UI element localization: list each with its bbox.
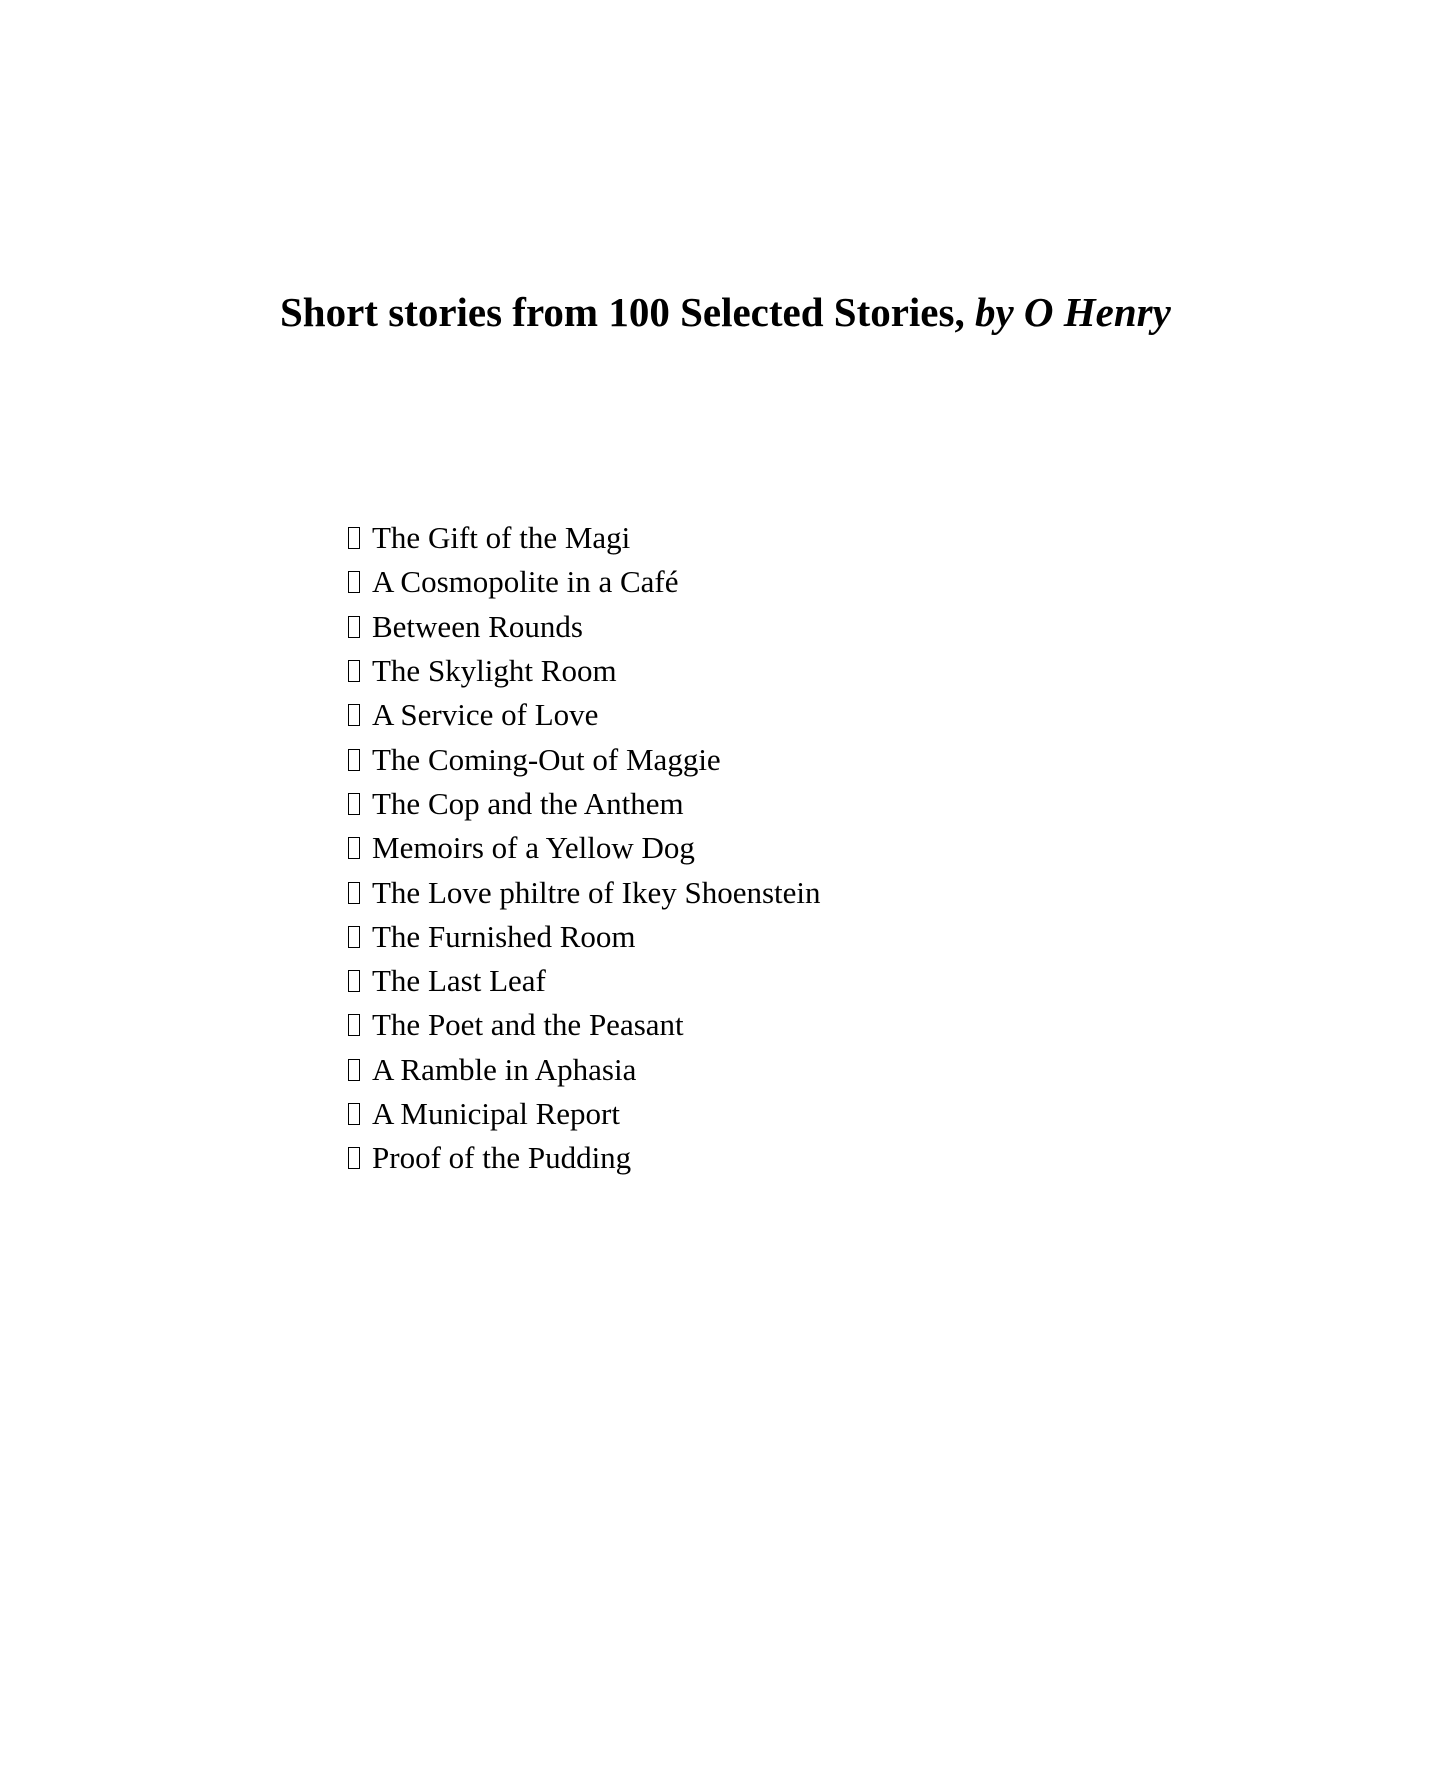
missing-glyph-box-icon <box>348 926 360 948</box>
list-item <box>348 693 821 737</box>
missing-glyph-box-icon <box>348 882 360 904</box>
story-title: A Municipal Report <box>372 1096 620 1131</box>
missing-glyph-box-icon <box>348 793 360 815</box>
list-item <box>348 737 821 781</box>
missing-glyph-box-icon <box>348 837 360 859</box>
title-main: Short stories from 100 Selected Stories, <box>280 289 965 335</box>
list-item <box>348 782 821 826</box>
story-title: Proof of the Pudding <box>372 1140 632 1176</box>
missing-glyph-box-icon <box>348 1014 360 1036</box>
story-title: The Furnished Room <box>372 918 636 954</box>
story-title: The Last Leaf <box>372 963 546 999</box>
story-title: The Gift of the Magi <box>372 520 631 556</box>
list-item <box>348 870 821 914</box>
list-item <box>348 915 821 959</box>
missing-glyph-box-icon <box>348 704 360 726</box>
missing-glyph-box-icon <box>348 571 360 593</box>
story-title: The Love philtre of Ikey Shoenstein <box>372 874 821 910</box>
missing-glyph-box-icon <box>348 1103 360 1125</box>
story-title: A Ramble in Aphasia <box>372 1051 637 1087</box>
missing-glyph-box-icon <box>348 616 360 638</box>
missing-glyph-box-icon <box>348 749 360 771</box>
missing-glyph-box-icon <box>348 970 360 992</box>
list-item <box>348 1048 821 1092</box>
story-title: The Cop and the Anthem <box>372 785 684 821</box>
missing-glyph-box-icon <box>348 660 360 682</box>
list-item <box>348 605 821 649</box>
story-title: The Coming-Out of Maggie <box>372 741 721 777</box>
list-item <box>348 1136 821 1180</box>
list-item <box>348 560 821 604</box>
page-title <box>0 282 1450 342</box>
title-byline: by O Henry <box>974 289 1171 335</box>
list-item <box>348 826 821 870</box>
story-title: The Poet and the Peasant <box>372 1007 684 1043</box>
missing-glyph-box-icon <box>348 1059 360 1081</box>
story-title: A Service of Love <box>372 697 599 733</box>
story-title: The Skylight Room <box>372 653 617 689</box>
list-item <box>348 516 821 560</box>
missing-glyph-box-icon <box>348 1147 360 1169</box>
story-title: Between Rounds <box>372 608 583 644</box>
list-item <box>348 1092 821 1136</box>
story-title: A Cosmopolite in a Café <box>372 564 679 600</box>
story-title: Memoirs of a Yellow Dog <box>372 830 695 866</box>
list-item <box>348 959 821 1003</box>
list-item <box>348 649 821 693</box>
story-list <box>348 516 821 1180</box>
list-item <box>348 1003 821 1047</box>
missing-glyph-box-icon <box>348 527 360 549</box>
